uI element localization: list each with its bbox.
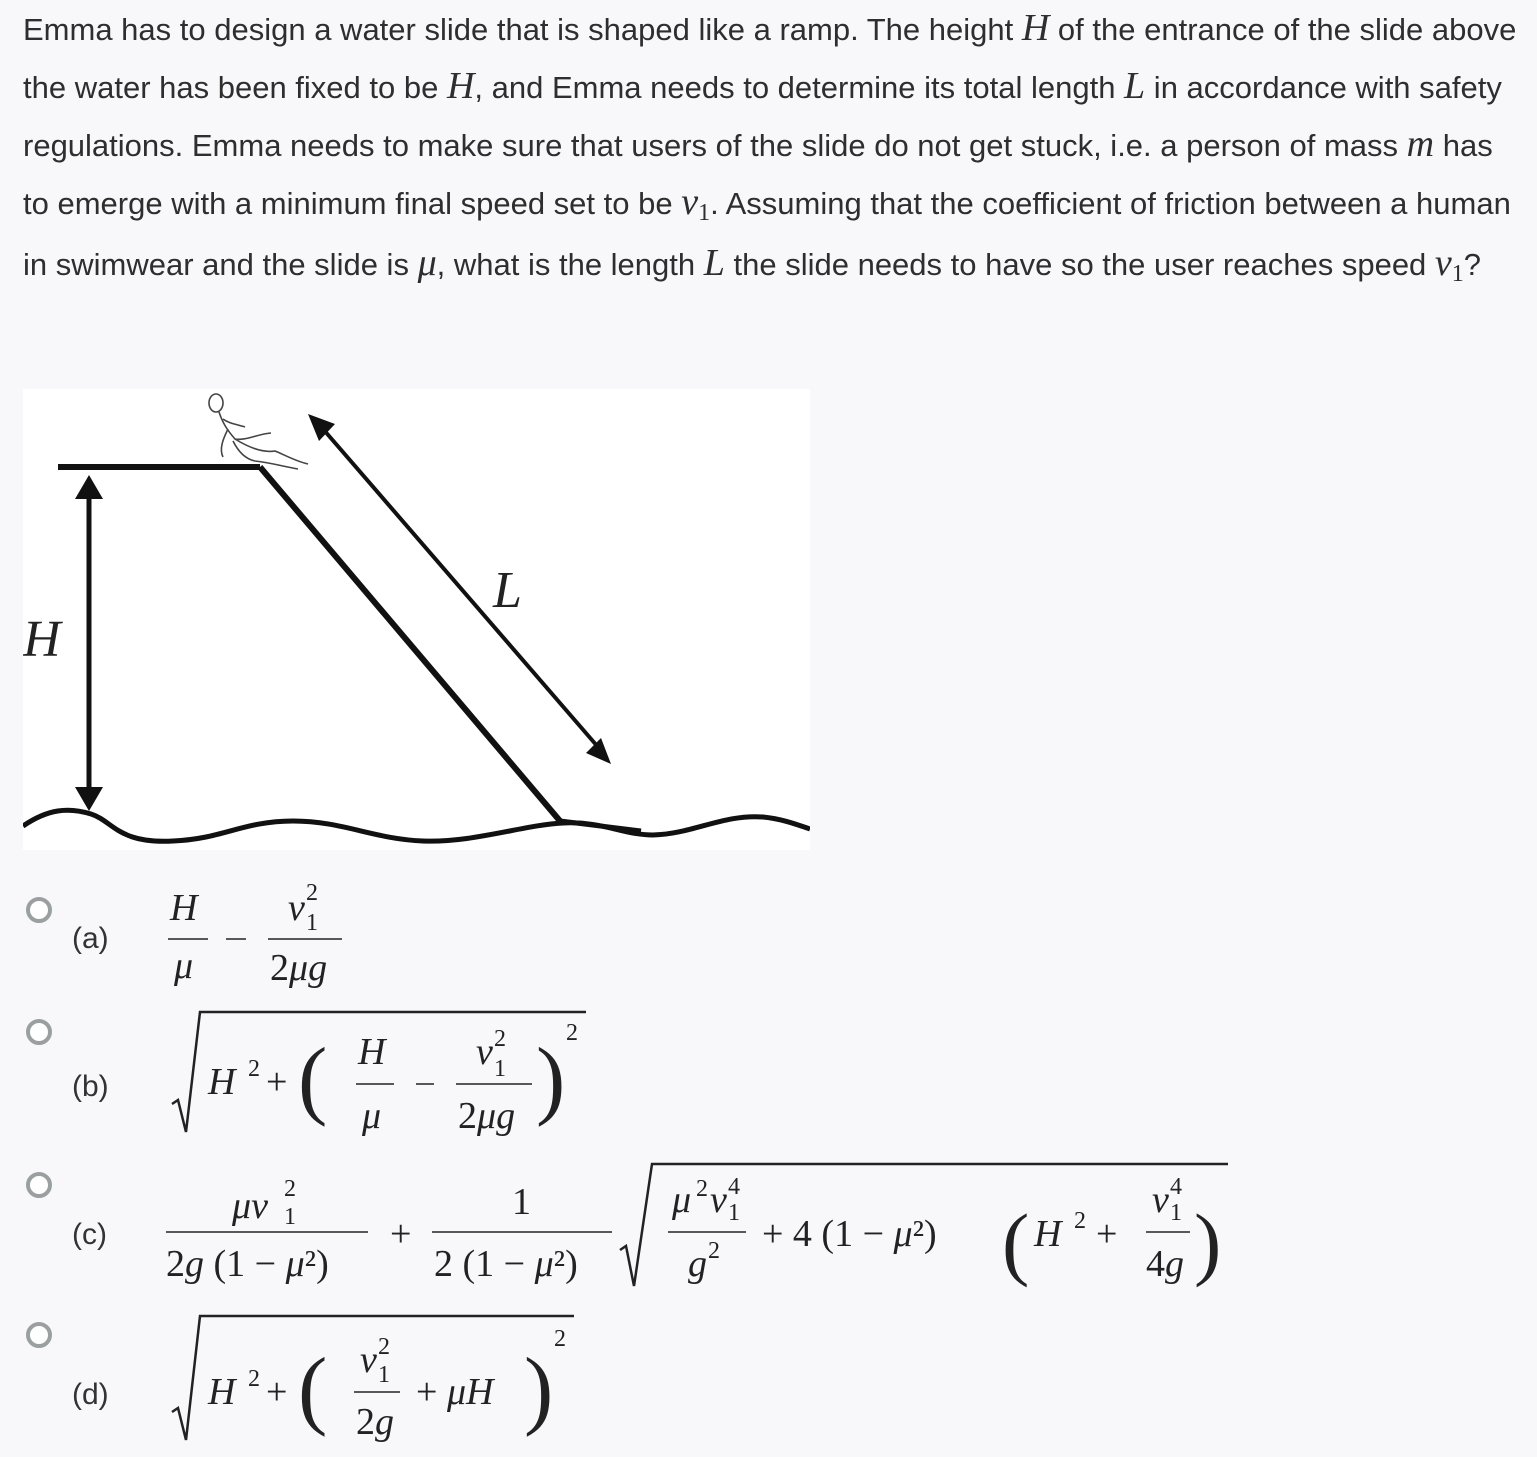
height-arrow bbox=[75, 475, 103, 811]
option-b-label: (b) bbox=[72, 1070, 109, 1103]
option-c-radio[interactable] bbox=[26, 1172, 52, 1198]
option-b-radio[interactable] bbox=[26, 1019, 52, 1045]
svg-text:2: 2 bbox=[1074, 1208, 1086, 1234]
svg-text:μ: μ bbox=[174, 945, 194, 987]
option-d-radio[interactable] bbox=[26, 1322, 52, 1348]
svg-text:2: 2 bbox=[708, 1238, 720, 1264]
height-label: H bbox=[23, 611, 61, 668]
svg-text:2: 2 bbox=[494, 1026, 506, 1052]
svg-text:2: 2 bbox=[696, 1176, 708, 1202]
svg-text:(: ( bbox=[1002, 1197, 1030, 1288]
svg-text:2: 2 bbox=[554, 1326, 566, 1352]
svg-text:+ μH: + μH bbox=[416, 1371, 494, 1413]
svg-text:2μg: 2μg bbox=[458, 1095, 516, 1137]
svg-text:): ) bbox=[536, 1031, 566, 1128]
svg-text:2μg: 2μg bbox=[270, 947, 328, 989]
svg-text:v: v bbox=[288, 887, 305, 929]
svg-text:(: ( bbox=[298, 1341, 328, 1438]
option-b-formula bbox=[160, 1004, 600, 1144]
length-label: L bbox=[493, 562, 522, 619]
option-d[interactable] bbox=[0, 1310, 1537, 1450]
option-c-formula bbox=[160, 1160, 1240, 1300]
svg-text:H: H bbox=[170, 887, 198, 929]
svg-text:μ: μ bbox=[362, 1095, 382, 1137]
svg-text:2: 2 bbox=[306, 880, 318, 906]
svg-text:1: 1 bbox=[378, 1362, 390, 1388]
svg-text:g: g bbox=[688, 1243, 707, 1285]
svg-text:2g (1 − μ²): 2g (1 − μ²) bbox=[166, 1243, 329, 1285]
option-c-label: (c) bbox=[72, 1218, 107, 1251]
svg-text:μv: μv bbox=[232, 1185, 268, 1227]
option-b[interactable] bbox=[0, 1004, 1537, 1144]
svg-text:1: 1 bbox=[1170, 1200, 1182, 1226]
svg-text:v: v bbox=[1152, 1179, 1169, 1221]
svg-text:v: v bbox=[360, 1339, 377, 1381]
svg-text:): ) bbox=[1194, 1197, 1222, 1288]
svg-text:1: 1 bbox=[512, 1181, 531, 1223]
svg-text:2: 2 bbox=[378, 1334, 390, 1360]
option-a-radio[interactable] bbox=[26, 897, 52, 923]
option-c[interactable] bbox=[0, 1160, 1537, 1300]
svg-text:μ: μ bbox=[672, 1179, 692, 1221]
svg-text:H: H bbox=[208, 1371, 236, 1413]
question-text: Emma has to design a water slide that is shaped like a ramp. The height H of the entrance of the slide above the water has been fixed to be H, and Emma needs to determine its total length L in accordance with safety regulations. Emma needs to make sure that users of the slide do not get stuck, i.e. a person of mass m has to emerge with a minimum final speed set to be v1. Assuming that the coefficient of friction between a human in swimwear and the slide is μ, what is the length L the slide needs to have so the user reaches speed v1? bbox=[23, 7, 1517, 287]
option-d-label: (d) bbox=[72, 1378, 109, 1411]
svg-text:4: 4 bbox=[1170, 1174, 1182, 1200]
svg-text:1: 1 bbox=[728, 1200, 740, 1226]
svg-text:H: H bbox=[358, 1031, 386, 1073]
svg-text:1: 1 bbox=[494, 1056, 506, 1082]
svg-text:+: + bbox=[1096, 1213, 1118, 1255]
svg-text:4: 4 bbox=[728, 1174, 740, 1200]
option-a-formula bbox=[160, 880, 380, 990]
svg-text:H: H bbox=[1034, 1213, 1062, 1255]
svg-text:2 (1 − μ²): 2 (1 − μ²) bbox=[434, 1243, 578, 1285]
svg-text:): ) bbox=[524, 1341, 554, 1438]
svg-text:4g: 4g bbox=[1146, 1243, 1184, 1285]
svg-text:2: 2 bbox=[248, 1056, 260, 1082]
svg-text:v: v bbox=[476, 1031, 493, 1073]
option-a[interactable] bbox=[0, 880, 1537, 990]
option-d-formula bbox=[160, 1310, 590, 1450]
svg-text:H: H bbox=[208, 1061, 236, 1103]
length-arrow bbox=[308, 414, 611, 764]
svg-text:(: ( bbox=[298, 1031, 328, 1128]
svg-text:+ 4 (1 − μ²): + 4 (1 − μ²) bbox=[762, 1213, 937, 1255]
ramp-line bbox=[260, 467, 641, 831]
stick-figure-icon bbox=[209, 394, 308, 469]
svg-text:2: 2 bbox=[284, 1176, 296, 1202]
svg-text:+: + bbox=[266, 1061, 288, 1103]
slide-diagram bbox=[23, 389, 810, 850]
svg-text:v: v bbox=[710, 1179, 727, 1221]
svg-text:2: 2 bbox=[566, 1020, 578, 1046]
svg-text:+: + bbox=[266, 1371, 288, 1413]
svg-text:1: 1 bbox=[306, 910, 318, 936]
water-wave bbox=[23, 810, 810, 841]
svg-text:2: 2 bbox=[248, 1366, 260, 1392]
option-a-label: (a) bbox=[72, 922, 109, 955]
svg-text:2g: 2g bbox=[356, 1401, 394, 1443]
svg-text:1: 1 bbox=[284, 1204, 296, 1230]
svg-text:+: + bbox=[390, 1213, 412, 1255]
